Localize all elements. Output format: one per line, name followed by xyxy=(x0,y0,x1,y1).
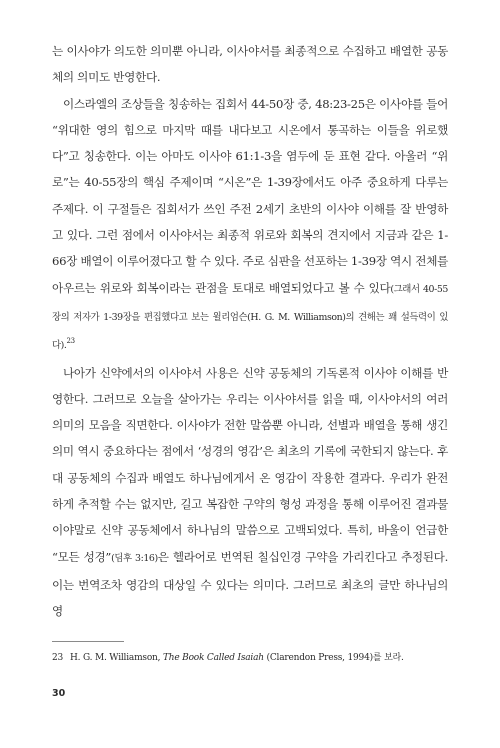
footnote-book-title: The Book Called Isaiah xyxy=(162,653,264,663)
paragraph-1 xyxy=(52,38,448,91)
paragraph-2-text: 이스라엘의 조상들을 칭송하는 집회서 44-50장 중, 48:23-25은 이사야를 들어 “위대한 영의 힘으로 마지막 때를 내다보고 시온에서 통곡하는 이들을 위로했다”고 칭송한다. 이는 아마도 이사야 61:1-3을 염두에 둔 표현 같다. 아울러 “위로”는 40-55장의 핵심 주제이며 “시온”은 1-39장에서도 아주 중요하게 다루는 주제다. 이 구절들은 집회서가 쓰인 주전 2세기 초반의 이사야 이해를 잘 반영하고 있다. 그런 점에서 이사야서는 최종적 위로와 회복의 견지에서 지금과 같은 1-66장 배열이 이루어졌다고 할 수 있다. 주로 심판을 선포하는 1-39장 역시 전체를 아우르는 위로와 회복이라는 관점을 토대로 배열되었다고 볼 수 있다 xyxy=(52,96,448,295)
paragraph-2-aside: (그래서 40-55장의 저자가 1-39장을 편집했다고 보는 윌리엄슨(H. G. M. Williamson)의 견해는 꽤 설득력이 있다). xyxy=(52,283,448,352)
paragraph-3-citation: (딤후 3:16) xyxy=(111,552,158,564)
footnote-rest: (Clarendon Press, 1994)를 보라. xyxy=(266,653,404,663)
paragraph-3-text-after: 은 헬라어로 번역된 칠십인경 구약을 가리킨다고 추정된다. 이는 번역조차 영감의 대상일 수 있다는 의미다. 그러므로 최초의 글만 하나님의 영 xyxy=(52,549,448,619)
footnote-divider xyxy=(52,641,124,642)
footnote-author: H. G. M. Williamson, xyxy=(70,653,161,663)
paragraph-3 xyxy=(52,360,448,625)
paragraph-2 xyxy=(52,91,448,360)
paragraph-3-text: 나아가 신약에서의 이사야서 사용은 신약 공동체의 기독론적 이사야 이해를 반영한다. 그러므로 오늘을 살아가는 우리는 이사야서를 읽을 때, 이사야서의 여러 의미의 모음을 직면한다. 이사야가 전한 말씀뿐 아니라, 선별과 배열을 통해 생긴 의미 역시 중요하다는 점에서 ‘성경의 영감’은 최초의 기록에 국한되지 않는다. 후대 공동체의 수집과 배열도 하나님에게서 온 영감이 작용한 결과다. 우리가 완전하게 추적할 수는 없지만, 길고 복잡한 구약의 형성 과정을 통해 이루어진 결과물이야말로 신약 공동체에서 하나님의 말씀으로 고백되었다. 특히, 바울이 언급한 “모든 성경” xyxy=(52,365,448,564)
footnote xyxy=(52,652,452,664)
paragraph-1-text: 는 이사야가 의도한 의미뿐 아니라, 이사야서를 최종적으로 수집하고 배열한 공동체의 의미도 반영한다. xyxy=(52,44,448,85)
page-number: 30 xyxy=(52,688,66,699)
body-text xyxy=(52,38,448,625)
footnote-reference[interactable]: 23 xyxy=(66,337,75,346)
footnote-number: 23 xyxy=(52,653,64,663)
